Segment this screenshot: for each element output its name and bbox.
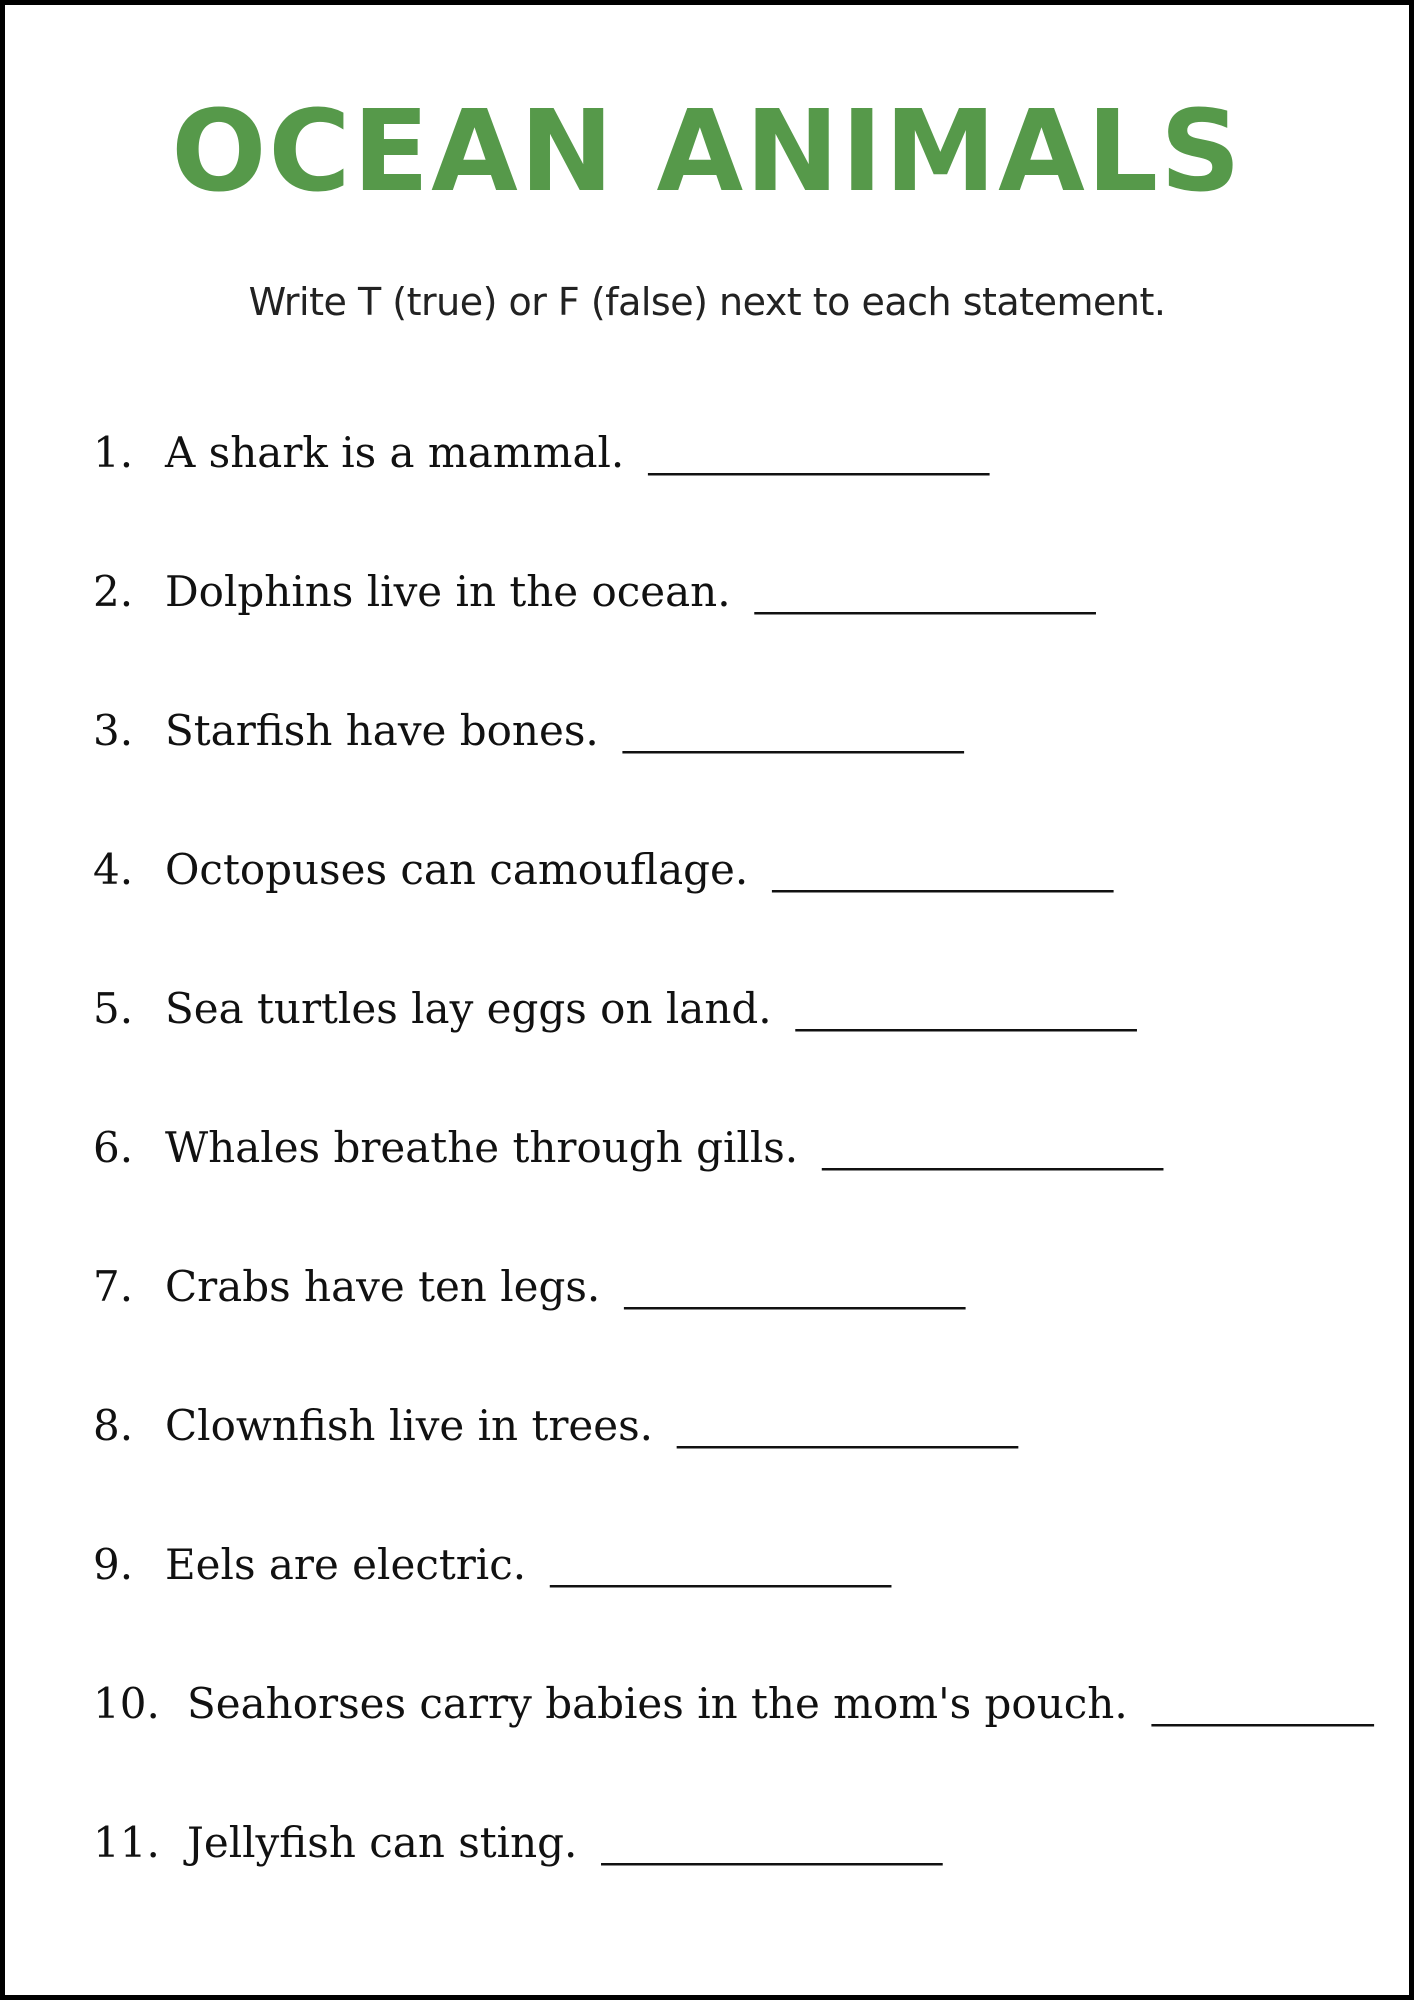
answer-blank[interactable]: ____________________ [624, 1269, 965, 1310]
question-text: Whales breathe through gills. [165, 1123, 799, 1172]
question-number: 8. [93, 1401, 134, 1450]
question-11 [93, 1813, 941, 1873]
question-4 [93, 840, 1112, 900]
question-text: Dolphins live in the ocean. [165, 567, 731, 616]
question-2 [93, 562, 1095, 622]
answer-blank[interactable]: ____________________ [754, 574, 1095, 615]
question-number: 6. [93, 1123, 134, 1172]
question-10 [93, 1674, 1373, 1734]
question-number: 11. [93, 1818, 160, 1867]
question-text: Seahorses carry babies in the mom's pouch. [187, 1679, 1128, 1728]
question-1 [93, 423, 988, 483]
question-text: Sea turtles lay eggs on land. [165, 984, 772, 1033]
question-text: A shark is a mammal. [165, 428, 625, 477]
question-number: 3. [93, 706, 134, 755]
question-number: 2. [93, 567, 134, 616]
question-text: Jellyfish can sting. [187, 1818, 578, 1867]
question-8 [93, 1396, 1017, 1456]
question-text: Clownfish live in trees. [165, 1401, 654, 1450]
question-9 [93, 1535, 890, 1595]
answer-blank[interactable]: ____________________ [648, 435, 989, 476]
answer-blank[interactable]: ____________________ [601, 1825, 942, 1866]
question-3 [93, 701, 963, 761]
answer-blank[interactable]: ____________________ [677, 1408, 1018, 1449]
question-number: 9. [93, 1540, 134, 1589]
question-7 [93, 1257, 964, 1317]
question-number: 10. [93, 1679, 160, 1728]
question-number: 5. [93, 984, 134, 1033]
answer-blank[interactable]: ____________________ [822, 1130, 1163, 1171]
question-number: 4. [93, 845, 134, 894]
question-text: Starfish have bones. [165, 706, 599, 755]
answer-blank[interactable]: ____________________ [772, 852, 1113, 893]
answer-blank[interactable]: _____________ [1151, 1686, 1373, 1727]
question-text: Crabs have ten legs. [165, 1262, 601, 1311]
question-number: 7. [93, 1262, 134, 1311]
question-number: 1. [93, 428, 134, 477]
answer-blank[interactable]: ____________________ [795, 991, 1136, 1032]
question-text: Eels are electric. [165, 1540, 527, 1589]
question-5 [93, 979, 1136, 1039]
page-title: OCEAN ANIMALS [171, 87, 1243, 217]
question-6 [93, 1118, 1162, 1178]
question-text: Octopuses can camouflage. [165, 845, 749, 894]
answer-blank[interactable]: ____________________ [622, 713, 963, 754]
answer-blank[interactable]: ____________________ [550, 1547, 891, 1588]
instructions: Write T (true) or F (false) next to each statement. [248, 280, 1166, 324]
